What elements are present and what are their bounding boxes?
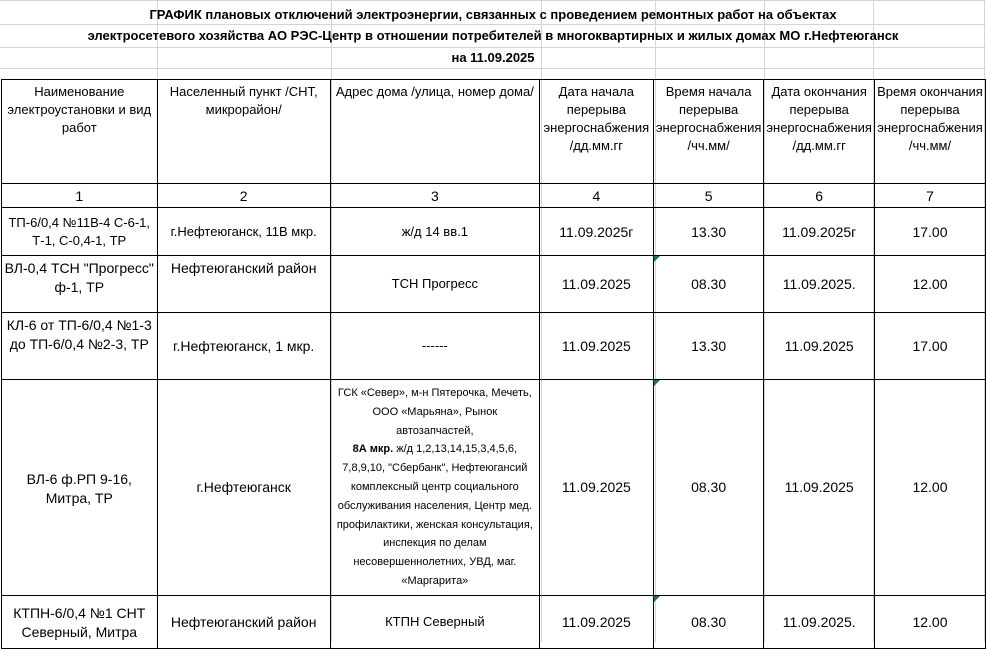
header-end-date: Дата окончания перерыва энергоснабжения /дд.мм.гг [764, 80, 875, 184]
header-installation: Наименование электроустановки и вид работ [2, 80, 158, 184]
cell-start-date: 11.09.2025 [539, 256, 653, 313]
cell-locality: г.Нефтеюганск, 11В мкр. [157, 208, 330, 256]
cell-address: ------ [330, 313, 539, 380]
header-address: Адрес дома /улица, номер дома/ [330, 80, 539, 184]
table-row [2, 380, 986, 596]
address-text-2: ж/д 1,2,13,14,15,3,4,5,6, 7,8,9,10, "Сбербанк", Нефтеюгансий комплексный центр социального обслуживания населения, Центр мед. профилактики, женская консультация, инспекция по делам несовершеннолетних, УВД, маг. «Маргарита» [336, 443, 533, 587]
header-row [2, 80, 986, 184]
cell-start-time-value: 08.30 [691, 276, 727, 292]
table-row [2, 256, 986, 313]
cell-start-date: 11.09.2025г [539, 208, 653, 256]
cell-start-date: 11.09.2025 [539, 313, 653, 380]
address-bold: 8А мкр. [352, 443, 394, 456]
cell-end-time: 12.00 [874, 595, 985, 648]
cell-address [330, 380, 539, 596]
cell-marker [654, 380, 660, 386]
cell-locality: г.Нефтеюганск [157, 380, 330, 596]
cell-address: ж/д 14 вв.1 [330, 208, 539, 256]
cell-end-time: 17.00 [874, 313, 985, 380]
cell-start-time-value: 08.30 [691, 613, 727, 630]
cell-end-date: 11.09.2025 [764, 313, 875, 380]
cell-installation: ВЛ-0,4 ТСН "Прогресс" ф-1, ТР [2, 256, 158, 313]
cell-address: ТСН Прогресс [330, 256, 539, 313]
cell-end-time: 12.00 [874, 380, 985, 596]
cell-installation: КЛ-6 от ТП-6/0,4 №1-3 до ТП-6/0,4 №2-3, ТР [2, 313, 158, 380]
gridline [0, 0, 986, 1]
cell-end-time: 17.00 [874, 208, 985, 256]
cell-end-date: 11.09.2025. [764, 256, 875, 313]
cell-start-time: 13.30 [653, 313, 764, 380]
title-line-1: ГРАФИК плановых отключений электроэнергии, связанных с проведением ремонтных работ на объектах [149, 7, 837, 22]
column-number: 6 [764, 184, 875, 208]
outage-table [1, 79, 986, 649]
header-start-time: Время начала перерыва энергоснабжения /чч.мм/ [653, 80, 764, 184]
cell-marker [654, 256, 660, 262]
cell-end-time: 12.00 [874, 256, 985, 313]
cell-locality: Нефтеюганский район [157, 256, 330, 313]
cell-start-time [653, 380, 764, 596]
cell-locality: Нефтеюганский район [157, 595, 330, 648]
cell-end-date: 11.09.2025. [764, 595, 875, 648]
cell-installation: ТП-6/0,4 №11В-4 С-6-1, Т-1, С-0,4-1, ТР [2, 208, 158, 256]
header-end-time: Время окончания перерыва энергоснабжения /чч.мм/ [874, 80, 985, 184]
column-number: 3 [330, 184, 539, 208]
cell-start-time [653, 595, 764, 648]
cell-installation: КТПН-6/0,4 №1 СНТ Северный, Митра [2, 595, 158, 648]
column-number: 2 [157, 184, 330, 208]
cell-end-date: 11.09.2025г [764, 208, 875, 256]
table-row [2, 313, 986, 380]
table-row [2, 595, 986, 648]
cell-locality: г.Нефтеюганск, 1 мкр. [157, 313, 330, 380]
gridline [0, 47, 986, 48]
address-text-1: ГСК «Север», м-н Пятерочка, Мечеть, ООО «Марьяна», Рынок автозапчастей, [337, 387, 532, 437]
column-number: 5 [653, 184, 764, 208]
column-number: 4 [539, 184, 653, 208]
table-row [2, 208, 986, 256]
gridline [0, 68, 986, 69]
column-number: 7 [874, 184, 985, 208]
cell-start-time-value: 08.30 [691, 479, 727, 496]
title-line-2: электросетевого хозяйства АО РЭС-Центр в отношении потребителей в многоквартирных и жилых домах МО г.Нефтеюганск [87, 28, 899, 43]
cell-installation: ВЛ-6 ф.РП 9-16, Митра, ТР [2, 380, 158, 596]
cell-start-date: 11.09.2025 [539, 380, 653, 596]
cell-address: КТПН Северный [330, 595, 539, 648]
header-start-date: Дата начала перерыва энергоснабжения /дд.мм.гг [539, 80, 653, 184]
cell-end-date: 11.09.2025 [764, 380, 875, 596]
cell-start-time [653, 256, 764, 313]
cell-start-date: 11.09.2025 [539, 595, 653, 648]
cell-marker [654, 596, 660, 602]
column-number-row [2, 184, 986, 208]
cell-start-time: 13.30 [653, 208, 764, 256]
gridline [0, 24, 986, 25]
header-locality: Населенный пункт /СНТ, микрорайон/ [157, 80, 330, 184]
title-line-3: на 11.09.2025 [451, 50, 535, 65]
column-number: 1 [2, 184, 158, 208]
